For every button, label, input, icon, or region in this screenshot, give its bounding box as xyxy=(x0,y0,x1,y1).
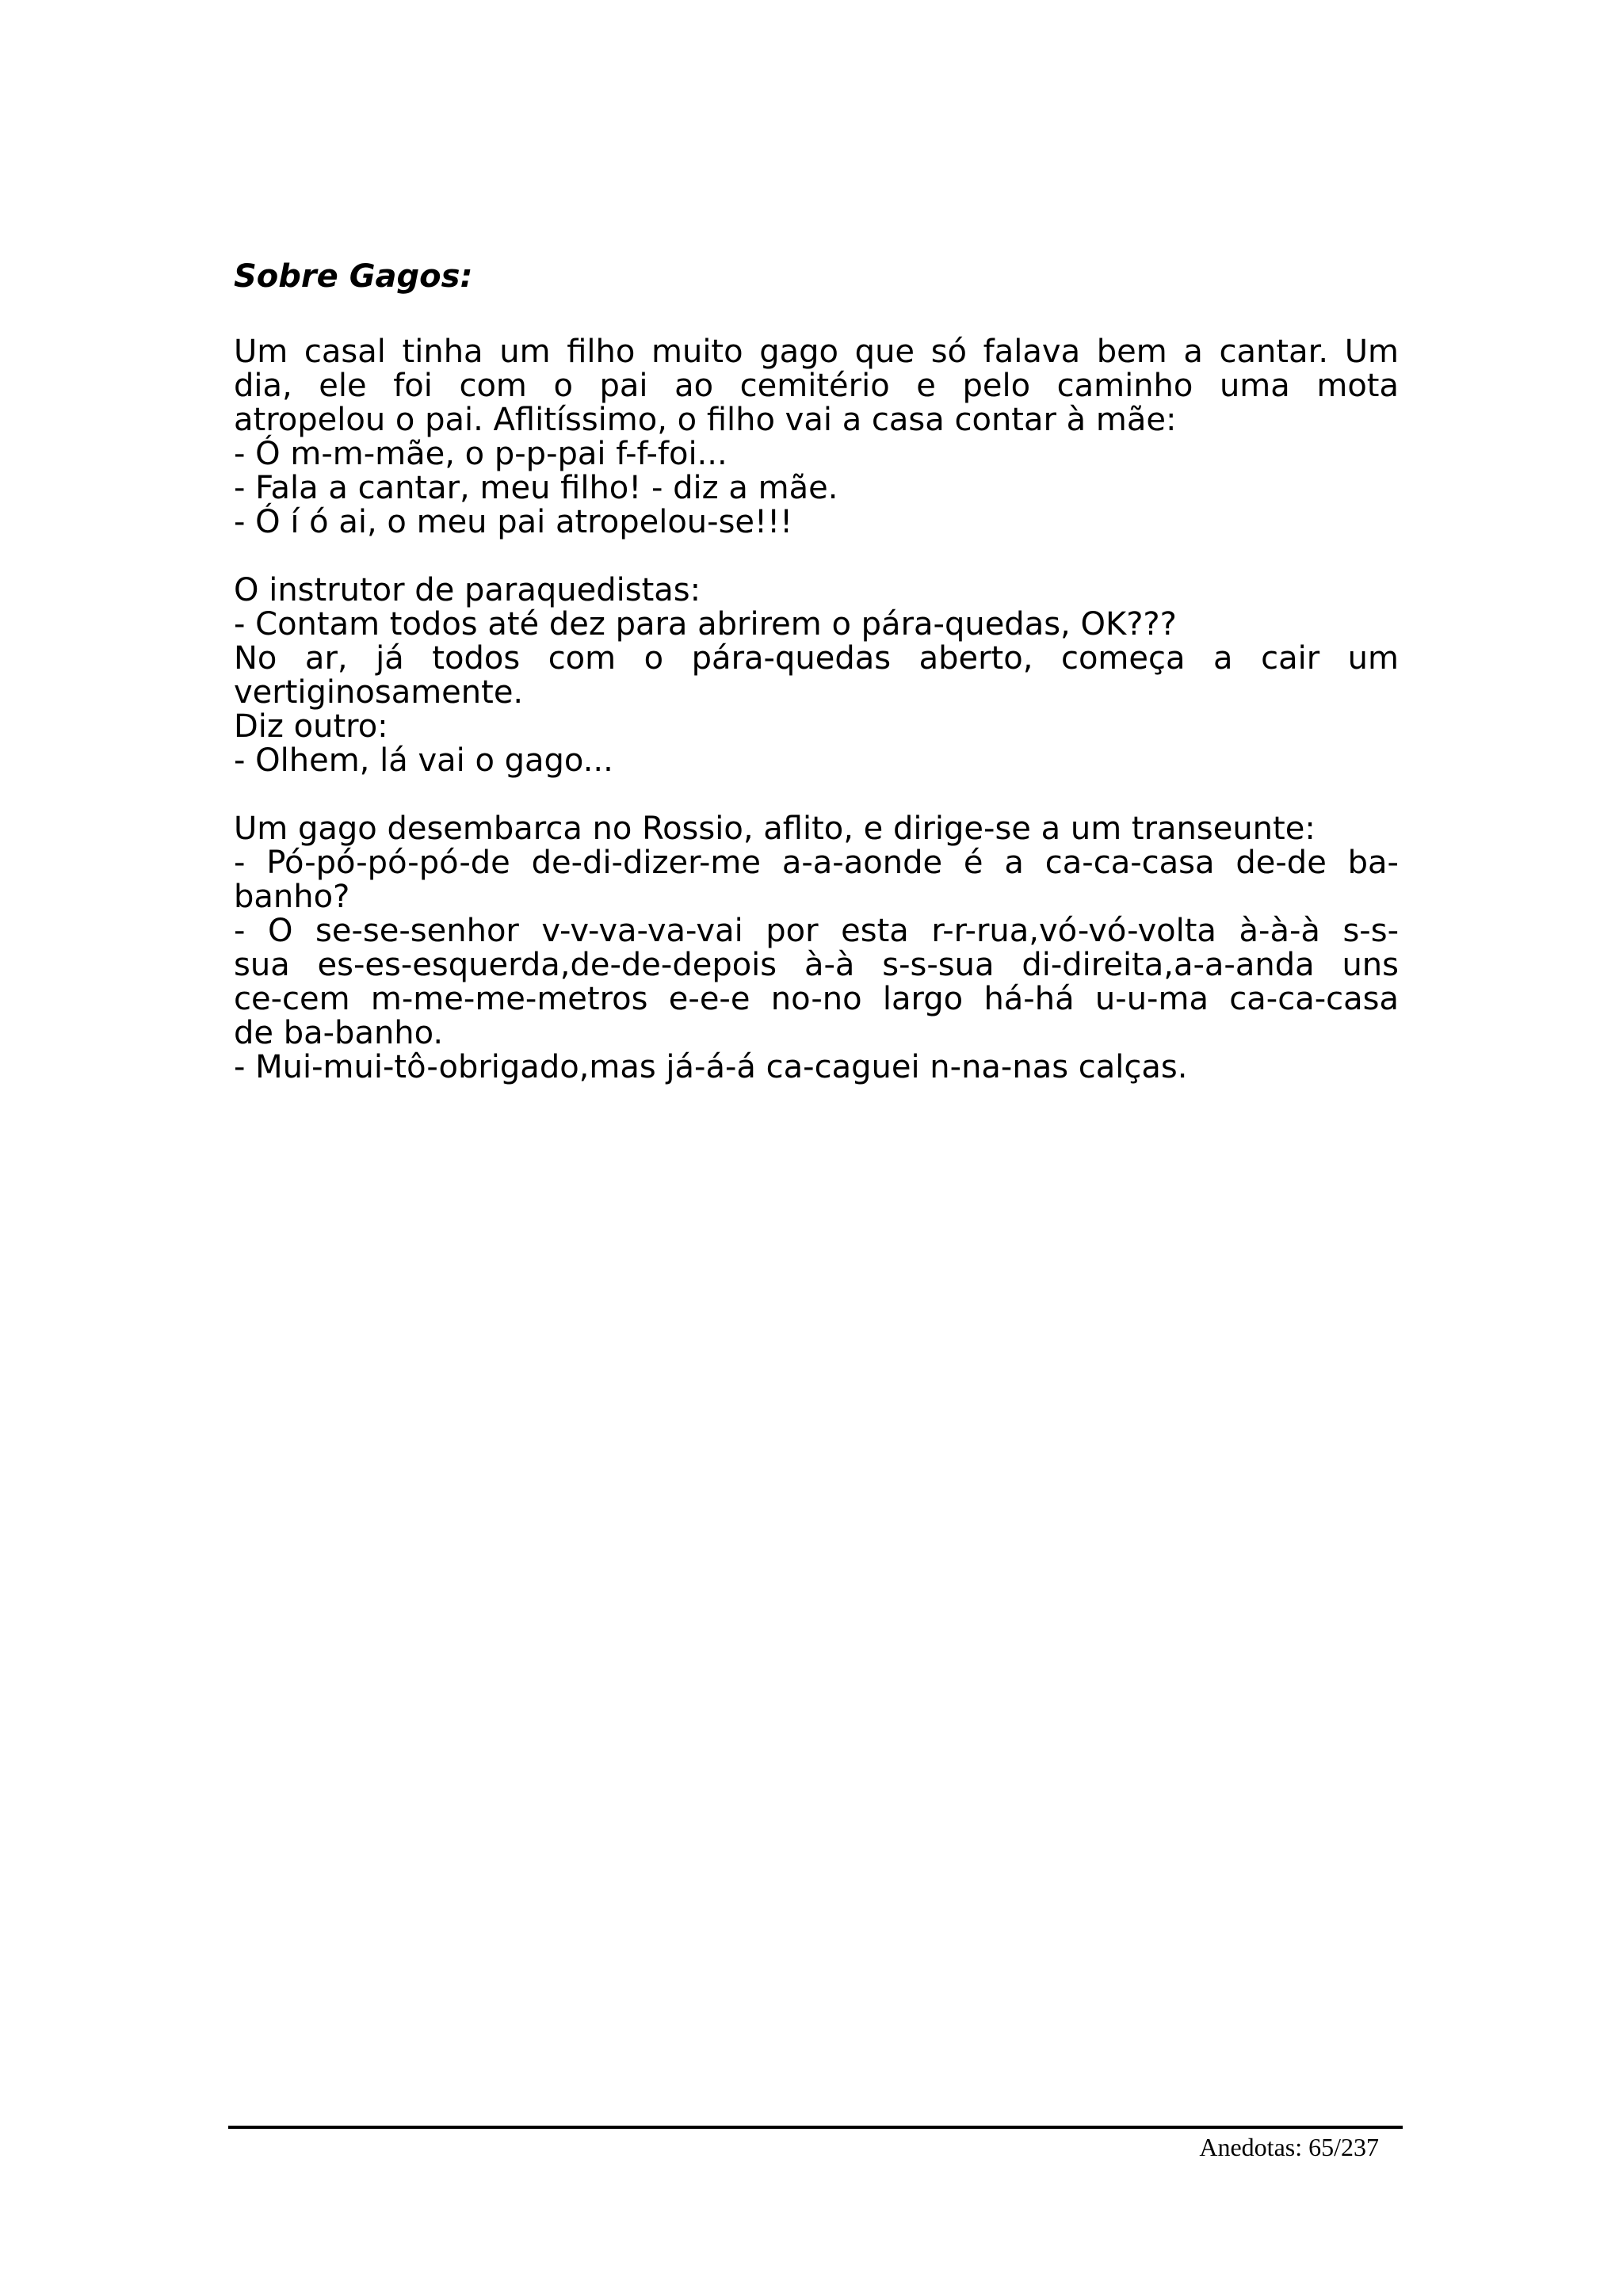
text-line: - O se-se-senhor v-v-va-va-vai por esta r-r-rua,vó-vó-volta à-à-à s-s- xyxy=(234,913,1399,949)
joke-paragraph xyxy=(234,574,1399,778)
text-line: dia, ele foi com o pai ao cemitério e pelo caminho uma mota xyxy=(234,368,1399,404)
text-line: Um casal tinha um filho muito gago que só falava bem a cantar. Um xyxy=(234,334,1399,370)
text-line: - Olhem, lá vai o gago... xyxy=(234,742,613,779)
text-line: - Pó-pó-pó-pó-de de-di-dizer-me a-a-aonde é a ca-ca-casa de-de ba- xyxy=(234,845,1399,881)
text-line: - Contam todos até dez para abrirem o pára-quedas, OK??? xyxy=(234,606,1177,643)
text-line: - Mui-mui-tô-obrigado,mas já-á-á ca-caguei n-na-nas calças. xyxy=(234,1049,1188,1085)
text-line: de ba-banho. xyxy=(234,1015,444,1051)
footer-divider xyxy=(228,2126,1403,2129)
text-line: No ar, já todos com o pára-quedas aberto, começa a cair um xyxy=(234,640,1399,677)
section-heading: Sobre Gagos: xyxy=(234,258,473,295)
text-line: Um gago desembarca no Rossio, aflito, e dirige-se a um transeunte: xyxy=(234,810,1316,847)
text-line: banho? xyxy=(234,879,350,915)
page-number: Anedotas: 65/237 xyxy=(1199,2133,1379,2161)
text-line: O instrutor de paraquedistas: xyxy=(234,572,701,608)
text-line: - Fala a cantar, meu filho! - diz a mãe. xyxy=(234,470,838,506)
text-line: Diz outro: xyxy=(234,708,388,745)
joke-paragraph xyxy=(234,812,1399,1085)
joke-paragraph xyxy=(234,335,1399,540)
document-body xyxy=(234,260,1399,1119)
text-line: ce-cem m-me-me-metros e-e-e no-no largo há-há u-u-ma ca-ca-casa xyxy=(234,981,1399,1017)
text-line: - Ó í ó ai, o meu pai atropelou-se!!! xyxy=(234,504,793,540)
text-line: sua es-es-esquerda,de-de-depois à-à s-s-sua di-direita,a-a-anda uns xyxy=(234,947,1399,983)
text-line: vertiginosamente. xyxy=(234,674,524,711)
text-line: - Ó m-m-mãe, o p-p-pai f-f-foi... xyxy=(234,436,727,472)
text-line: atropelou o pai. Aflitíssimo, o filho vai a casa contar à mãe: xyxy=(234,402,1177,438)
